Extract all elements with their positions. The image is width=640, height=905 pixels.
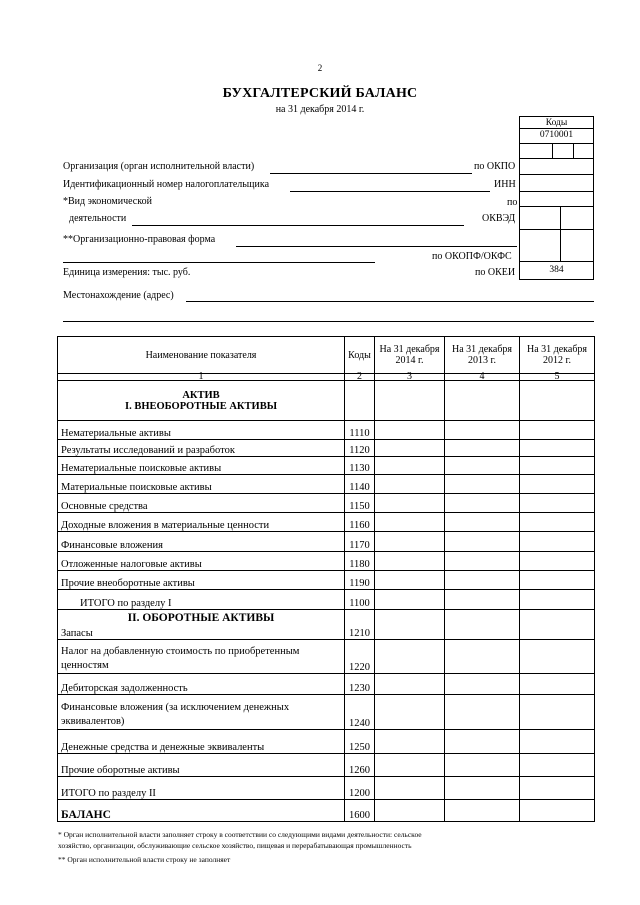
legal-form-field[interactable] bbox=[236, 246, 517, 247]
header-2012: На 31 декабря 2012 г. bbox=[520, 337, 595, 374]
organization-label: Организация (орган исполнительной власти) bbox=[63, 161, 255, 172]
row-label: Запасы bbox=[61, 628, 93, 639]
value-cell[interactable] bbox=[375, 552, 445, 571]
value-cell[interactable] bbox=[445, 421, 520, 440]
section-2-heading: II. ОБОРОТНЫЕ АКТИВЫ bbox=[127, 612, 275, 624]
row-label: Денежные средства и денежные эквиваленты bbox=[58, 730, 345, 754]
table-row bbox=[58, 552, 595, 571]
row-label: Основные средства bbox=[58, 494, 345, 513]
table-row bbox=[58, 440, 595, 457]
row-code: 1250 bbox=[345, 730, 375, 754]
value-cell[interactable] bbox=[520, 513, 595, 532]
balance-total: БАЛАНС bbox=[58, 800, 345, 822]
okpo-label: по ОКПО bbox=[474, 161, 516, 172]
table-row bbox=[58, 571, 595, 590]
value-cell[interactable] bbox=[445, 475, 520, 494]
okei-label: по ОКЕИ bbox=[475, 267, 516, 278]
value-cell[interactable] bbox=[445, 571, 520, 590]
row-label: Прочие оборотные активы bbox=[58, 754, 345, 777]
row-code: 1170 bbox=[345, 532, 375, 552]
value-cell[interactable] bbox=[375, 513, 445, 532]
value-cell[interactable] bbox=[520, 552, 595, 571]
row-code: 1180 bbox=[345, 552, 375, 571]
address-field-2[interactable] bbox=[63, 321, 594, 322]
column-index: 3 bbox=[375, 374, 445, 381]
value-cell[interactable] bbox=[375, 440, 445, 457]
value-cell[interactable] bbox=[445, 440, 520, 457]
table-row bbox=[58, 532, 595, 552]
value-cell[interactable] bbox=[375, 532, 445, 552]
header-2013: На 31 декабря 2013 г. bbox=[445, 337, 520, 374]
total-section-2: ИТОГО по разделу II bbox=[58, 777, 345, 800]
value-cell[interactable] bbox=[520, 532, 595, 552]
page-number: 2 bbox=[317, 63, 323, 73]
row-label: Отложенные налоговые активы bbox=[58, 552, 345, 571]
codes-header-cell: Коды bbox=[519, 116, 594, 129]
table-row bbox=[58, 513, 595, 532]
footnote-2: ** Орган исполнительной власти строку не заполняет bbox=[58, 855, 231, 864]
inn-field[interactable] bbox=[290, 191, 490, 192]
row-label: Нематериальные поисковые активы bbox=[58, 457, 345, 475]
row-code: 1110 bbox=[345, 421, 375, 440]
column-index: 5 bbox=[520, 374, 595, 381]
date-code-cell bbox=[519, 143, 594, 159]
row-label: Прочие внеоборотные активы bbox=[58, 571, 345, 590]
value-cell[interactable] bbox=[375, 494, 445, 513]
value-cell[interactable] bbox=[520, 494, 595, 513]
row-code: 1140 bbox=[345, 475, 375, 494]
okopf-label: по ОКОПФ/ОКФС bbox=[432, 251, 512, 262]
row-code: 1200 bbox=[345, 777, 375, 800]
value-cell[interactable] bbox=[445, 532, 520, 552]
row-label: Дебиторская задолженность bbox=[58, 674, 345, 695]
value-cell[interactable] bbox=[520, 457, 595, 475]
okved-label: ОКВЭД bbox=[482, 213, 516, 224]
row-code: 1160 bbox=[345, 513, 375, 532]
row-label: Результаты исследований и разработок bbox=[58, 440, 345, 457]
value-cell[interactable] bbox=[375, 421, 445, 440]
row-code: 1130 bbox=[345, 457, 375, 475]
activity-label-1: *Вид экономической bbox=[63, 196, 152, 207]
table-row bbox=[58, 421, 595, 440]
balance-table bbox=[57, 336, 595, 822]
value-cell[interactable] bbox=[375, 457, 445, 475]
footnote-1b: хозяйство, организации, обслуживающие сельское хозяйство, пищевая и перерабатывающая промышленность bbox=[58, 841, 412, 850]
row-code: 1220 bbox=[345, 640, 375, 674]
value-cell[interactable] bbox=[520, 421, 595, 440]
unit-label: Единица измерения: тыс. руб. bbox=[63, 267, 191, 278]
row-code: 1210 bbox=[345, 610, 375, 640]
activity-label-2: деятельности bbox=[69, 213, 127, 224]
okei-code: 384 bbox=[549, 265, 564, 275]
row-code: 1230 bbox=[345, 674, 375, 695]
value-cell[interactable] bbox=[520, 440, 595, 457]
row-code: 1120 bbox=[345, 440, 375, 457]
header-code: Коды bbox=[345, 337, 375, 374]
inn-label: Идентификационный номер налогоплательщика bbox=[63, 179, 270, 190]
row-code: 1190 bbox=[345, 571, 375, 590]
row-label: Нематериальные активы bbox=[58, 421, 345, 440]
value-cell[interactable] bbox=[445, 494, 520, 513]
row-code: 1240 bbox=[345, 695, 375, 730]
value-cell[interactable] bbox=[520, 475, 595, 494]
document-title: БУХГАЛТЕРСКИЙ БАЛАНС bbox=[222, 86, 418, 101]
section-heading: АКТИВ I. ВНЕОБОРОТНЫЕ АКТИВЫ bbox=[58, 381, 345, 421]
legal-form-label: **Организационно-правовая форма bbox=[63, 234, 216, 245]
row-label: Налог на добавленную стоимость по приобретенным ценностям bbox=[58, 640, 345, 674]
footnote-1a: * Орган исполнительной власти заполняет строку в соответствии со следующими видами деятельности: сельское bbox=[58, 830, 422, 839]
address-field[interactable] bbox=[186, 301, 594, 302]
inn-code-label: ИНН bbox=[494, 179, 516, 190]
value-cell[interactable] bbox=[375, 475, 445, 494]
okud-code-cell: 0710001 bbox=[519, 128, 594, 144]
section-2-cell bbox=[58, 610, 345, 640]
document-date: на 31 декабря 2014 г. bbox=[275, 104, 365, 115]
value-cell[interactable] bbox=[520, 571, 595, 590]
row-code: 1600 bbox=[345, 800, 375, 822]
row-label: Материальные поисковые активы bbox=[58, 475, 345, 494]
value-cell[interactable] bbox=[445, 552, 520, 571]
row-code: 1150 bbox=[345, 494, 375, 513]
value-cell[interactable] bbox=[445, 513, 520, 532]
header-name: Наименование показателя bbox=[58, 337, 345, 374]
value-cell[interactable] bbox=[375, 571, 445, 590]
table-row bbox=[58, 475, 595, 494]
row-code: 1260 bbox=[345, 754, 375, 777]
column-index: 1 bbox=[58, 374, 345, 381]
legal-form-field-2[interactable] bbox=[63, 262, 375, 263]
org-codes-column bbox=[519, 158, 594, 280]
column-index: 4 bbox=[445, 374, 520, 381]
header-2014: На 31 декабря 2014 г. bbox=[375, 337, 445, 374]
row-label: Доходные вложения в материальные ценности bbox=[58, 513, 345, 532]
po-label: по bbox=[507, 197, 518, 208]
total-section-1: ИТОГО по разделу I bbox=[58, 590, 345, 610]
value-cell[interactable] bbox=[445, 457, 520, 475]
row-code: 1100 bbox=[345, 590, 375, 610]
table-row bbox=[58, 457, 595, 475]
address-label: Местонахождение (адрес) bbox=[63, 290, 174, 301]
row-label: Финансовые вложения bbox=[58, 532, 345, 552]
row-label: Финансовые вложения (за исключением денежных эквивалентов) bbox=[58, 695, 345, 730]
organization-field[interactable] bbox=[270, 173, 472, 174]
activity-field[interactable] bbox=[132, 225, 464, 226]
column-index: 2 bbox=[345, 374, 375, 381]
table-row bbox=[58, 494, 595, 513]
